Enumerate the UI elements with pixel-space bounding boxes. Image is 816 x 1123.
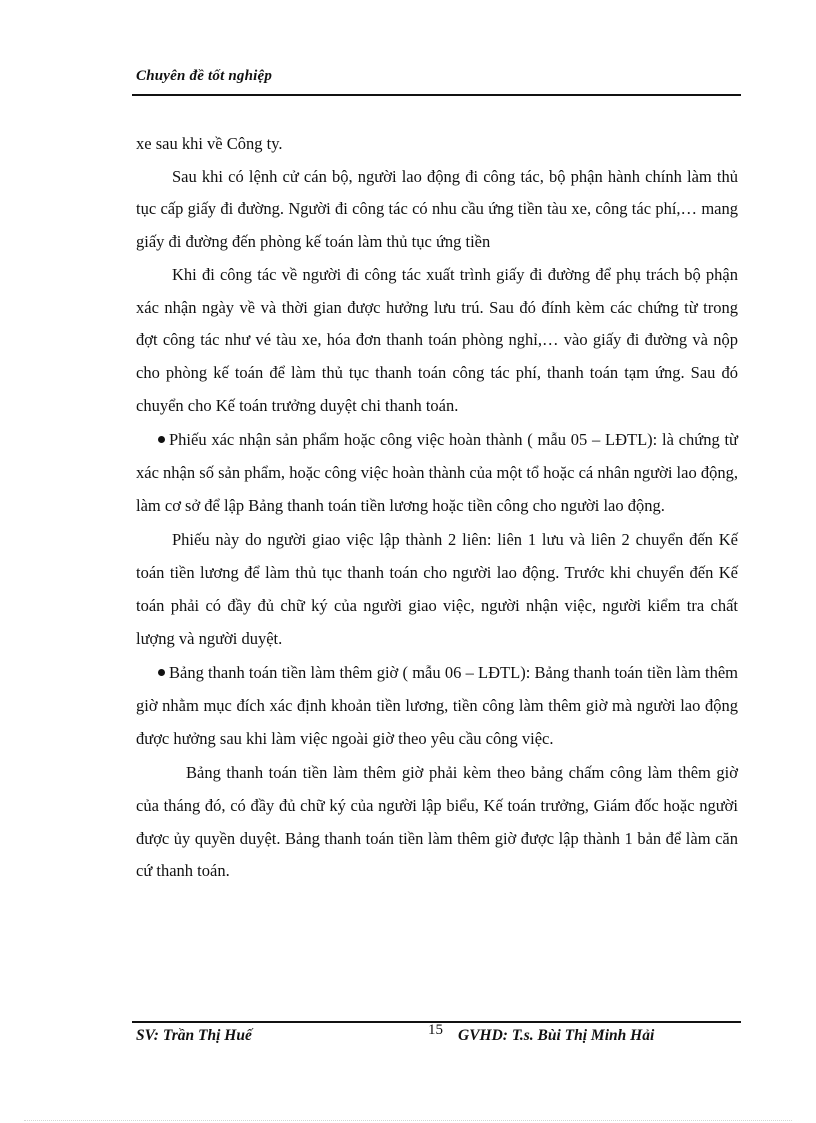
- paragraph-return-settlement: Khi đi công tác về người đi công tác xuất trình giấy đi đường để phụ trách bộ phận xác nhận ngày về và thời gian được hưởng lưu trú. Sau đó đính kèm các chứng từ trong đợt công tác như vé tàu xe, hóa đơn thanh toán phòng nghỉ,… vào giấy đi đường và nộp cho phòng kế toán để làm thủ tục thanh toán công tác phí, thanh toán tạm ứng. Sau đó chuyển cho Kế toán trưởng duyệt chi thanh toán.: [136, 264, 738, 415]
- paragraph-two-copies: Phiếu này do người giao việc lập thành 2 liên: liên 1 lưu và liên 2 chuyển đến Kế toán tiền lương để làm thủ tục thanh toán cho người lao động. Trước khi chuyển đến Kế toán phải có đầy đủ chữ ký của người giao việc, người nhận việc, người kiểm tra chất lượng và người duyệt.: [136, 530, 738, 648]
- bullet-item-overtime-payment: [136, 657, 738, 755]
- paragraph-travel-order: Sau khi có lệnh cử cán bộ, người lao động đi công tác, bộ phận hành chính làm thủ tục cấp giấy đi đường. Người đi công tác có nhu cầu ứng tiền tàu xe, công tác phí,… mang giấy đi đường đến phòng kế toán làm thủ tục ứng tiền: [136, 166, 738, 252]
- bullet-dot-icon: [158, 436, 165, 443]
- page-bottom-edge: [24, 1120, 792, 1121]
- paragraph-overtime-attachment: Bảng thanh toán tiền làm thêm giờ phải kèm theo bảng chấm công làm thêm giờ của tháng đó, có đầy đủ chữ ký của người lập biểu, Kế toán trưởng, Giám đốc hoặc người được ủy quyền duyệt. Bảng thanh toán tiền làm thêm giờ được lập thành 1 bản để làm căn cứ thanh toán.: [136, 763, 738, 881]
- bullet-item-product-confirmation: [136, 424, 738, 522]
- header-divider: [132, 94, 741, 96]
- page-number: 15: [428, 1022, 443, 1038]
- main-body: [136, 128, 738, 888]
- bullet-text-overtime-payment: Bảng thanh toán tiền làm thêm giờ ( mẫu 06 – LĐTL): Bảng thanh toán tiền làm thêm giờ nhằm mục đích xác định khoản tiền lương, tiền công làm thêm giờ mà người lao động được hưởng sau khi làm việc ngoài giờ theo yêu cầu công việc.: [136, 663, 738, 748]
- paragraph-continuation: xe sau khi về Công ty.: [136, 134, 283, 153]
- footer-student-name: SV: Trần Thị Huế: [136, 1027, 252, 1044]
- header-title: Chuyên đề tốt nghiệp: [136, 68, 273, 84]
- bullet-text-product-confirmation: Phiếu xác nhận sản phẩm hoặc công việc hoàn thành ( mẫu 05 – LĐTL): là chứng từ xác nhận số sản phẩm, hoặc công việc hoàn thành của một tổ hoặc cá nhân người lao động, làm cơ sở để lập Bảng thanh toán tiền lương hoặc tiền công cho người lao động.: [136, 430, 738, 515]
- footer-advisor-name: GVHD: T.s. Bùi Thị Minh Hải: [458, 1027, 655, 1044]
- bullet-dot-icon: [158, 669, 165, 676]
